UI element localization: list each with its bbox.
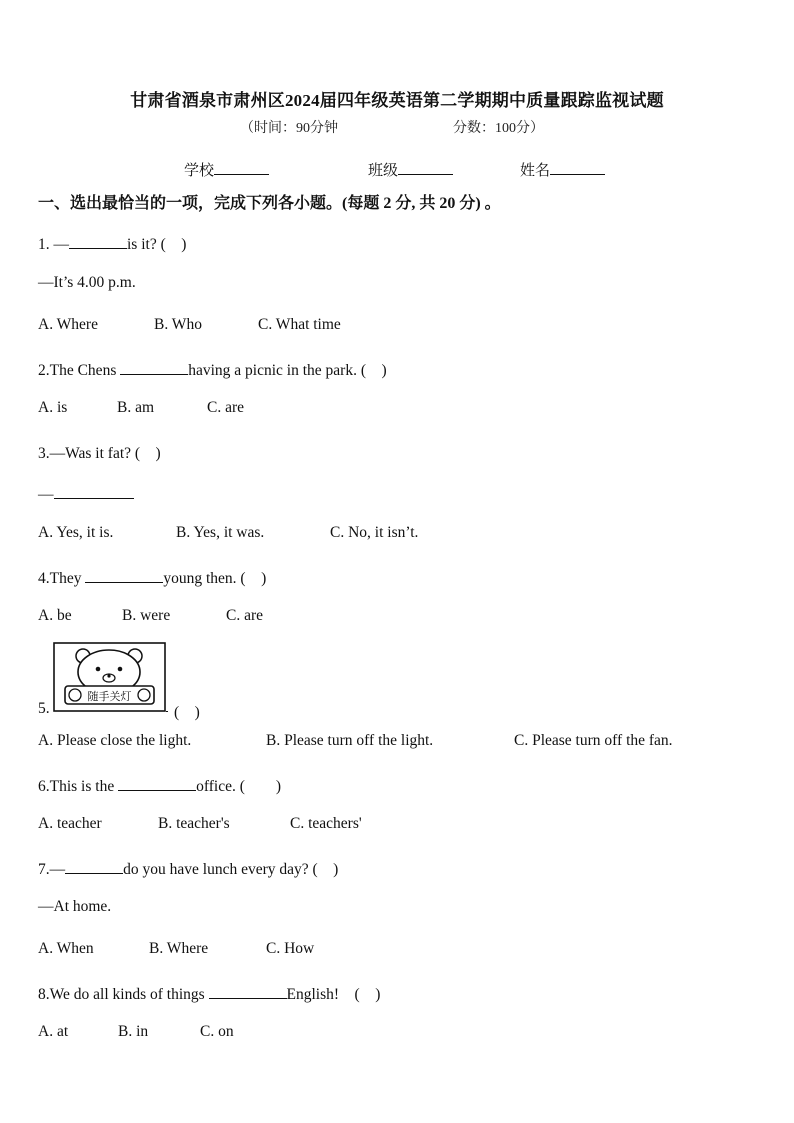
question-3: 3.—Was it fat? ( )	[38, 445, 161, 462]
option-a[interactable]: A. Yes, it is.	[38, 524, 114, 541]
question-6-suffix: office. ( )	[196, 778, 282, 795]
option-a[interactable]: A. When	[38, 940, 94, 957]
question-5-number: 5.	[38, 700, 50, 717]
option-c[interactable]: C. How	[266, 940, 315, 957]
name-field[interactable]	[520, 159, 605, 180]
class-label: 班级	[368, 163, 399, 179]
option-a[interactable]: A. be	[38, 607, 72, 624]
option-a[interactable]: A. teacher	[38, 815, 102, 832]
option-b[interactable]: B. am	[117, 399, 155, 416]
question-6	[38, 774, 281, 796]
option-c[interactable]: C. Please turn off the fan.	[514, 732, 673, 749]
option-a[interactable]: A. Where	[38, 316, 98, 333]
question-6-options	[38, 815, 362, 833]
page-title: 甘肃省酒泉市肃州区2024届四年级英语第二学期期中质量跟踪监视试题	[130, 91, 664, 110]
question-4-suffix: young then. ( )	[163, 570, 267, 587]
option-c[interactable]: C. No, it isn’t.	[330, 524, 419, 541]
option-a[interactable]: A. Please close the light.	[38, 732, 192, 749]
question-3-dash: —	[38, 486, 54, 503]
question-1-suffix: is it? ( )	[127, 236, 187, 253]
option-c[interactable]: C. What time	[258, 316, 341, 333]
option-a[interactable]: A. at	[38, 1023, 69, 1040]
bear-sign-text: 随手关灯	[87, 690, 132, 703]
question-3-options	[38, 524, 418, 542]
question-8-blank[interactable]	[209, 983, 287, 999]
question-7-options	[38, 940, 314, 958]
question-8-options	[38, 1023, 234, 1041]
question-3-answer-line	[38, 483, 134, 504]
class-blank[interactable]	[398, 160, 453, 175]
question-2-suffix: having a picnic in the park. ( )	[188, 362, 387, 379]
school-label: 学校	[184, 163, 215, 179]
name-label: 姓名	[520, 163, 551, 179]
turn-off-light-bear-image	[53, 642, 166, 712]
section-heading: 一、选出最恰当的一项，完成下列各小题。(每题 2 分, 共 20 分) 。	[38, 195, 501, 212]
question-7	[38, 857, 338, 879]
option-b[interactable]: B. teacher's	[158, 815, 230, 832]
question-4-options	[38, 607, 263, 625]
question-7-suffix: do you have lunch every day? ( )	[123, 861, 339, 878]
exam-score: 分数：100分）	[453, 121, 544, 136]
school-blank[interactable]	[214, 160, 269, 175]
option-b[interactable]: B. Yes, it was.	[176, 524, 265, 541]
option-a[interactable]: A. is	[38, 399, 68, 416]
question-1-answer-line: —It’s 4.00 p.m.	[38, 274, 136, 291]
question-8	[38, 982, 380, 1004]
question-1-blank[interactable]	[69, 233, 127, 249]
question-4	[38, 566, 266, 588]
option-b[interactable]: B. Where	[149, 940, 209, 957]
question-5-options	[38, 732, 673, 750]
question-4-blank[interactable]	[85, 567, 163, 583]
question-1-prefix: 1. —	[38, 236, 69, 253]
exam-time: （时间：90分钟	[240, 121, 338, 136]
question-2-options	[38, 399, 244, 417]
question-7-answer-line: —At home.	[38, 898, 112, 915]
question-2	[38, 358, 387, 380]
question-1-options	[38, 316, 341, 334]
school-field[interactable]	[184, 159, 269, 180]
question-7-prefix: 7.—	[38, 861, 66, 878]
option-b[interactable]: B. in	[118, 1023, 149, 1040]
question-2-blank[interactable]	[120, 359, 188, 375]
question-8-prefix: 8.We do all kinds of things	[38, 986, 209, 1003]
question-2-prefix: 2.The Chens	[38, 362, 121, 379]
option-b[interactable]: B. were	[122, 607, 171, 624]
question-5-paren: ( )	[174, 704, 200, 721]
option-b[interactable]: B. Who	[154, 316, 202, 333]
option-c[interactable]: C. teachers'	[290, 815, 362, 832]
option-c[interactable]: C. on	[200, 1023, 234, 1040]
class-field[interactable]	[368, 159, 453, 180]
question-6-blank[interactable]	[118, 775, 196, 791]
question-3-blank[interactable]	[54, 483, 134, 499]
name-blank[interactable]	[550, 160, 605, 175]
option-c[interactable]: C. are	[226, 607, 264, 624]
question-7-blank[interactable]	[65, 858, 123, 874]
question-4-prefix: 4.They	[38, 570, 86, 587]
option-c[interactable]: C. are	[207, 399, 245, 416]
option-b[interactable]: B. Please turn off the light.	[266, 732, 434, 749]
question-5-blank[interactable]	[166, 711, 168, 712]
question-1	[38, 232, 186, 254]
question-6-prefix: 6.This is the	[38, 778, 119, 795]
question-8-suffix: English! ( )	[286, 986, 381, 1003]
